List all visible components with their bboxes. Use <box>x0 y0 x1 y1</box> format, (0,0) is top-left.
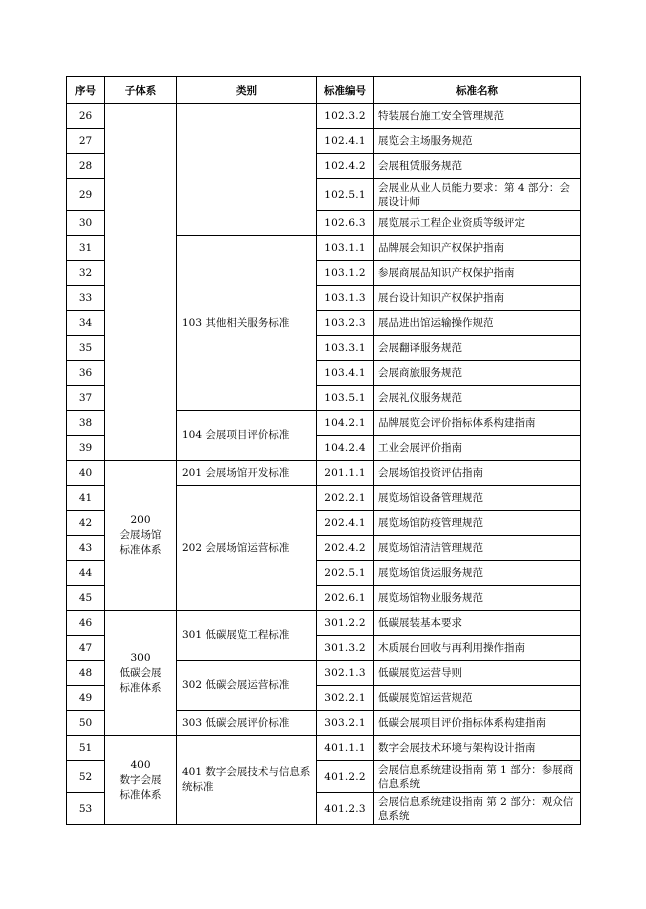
row-seq: 26 <box>67 104 105 129</box>
row-name: 特装展台施工安全管理规范 <box>374 104 581 129</box>
table-row <box>67 611 581 636</box>
subsystem-name-line1: 低碳会展 <box>119 666 162 679</box>
header-category: 类别 <box>177 77 317 104</box>
category-cell: 302 低碳会展运营标准 <box>177 661 317 711</box>
row-name: 展览场馆清洁管理规范 <box>374 536 581 561</box>
row-code: 102.5.1 <box>317 179 374 211</box>
row-code: 103.3.1 <box>317 336 374 361</box>
row-code: 104.2.1 <box>317 411 374 436</box>
row-seq: 52 <box>67 761 105 793</box>
row-seq: 43 <box>67 536 105 561</box>
row-seq: 42 <box>67 511 105 536</box>
row-name: 展台设计知识产权保护指南 <box>374 286 581 311</box>
row-seq: 30 <box>67 211 105 236</box>
header-name: 标准名称 <box>374 77 581 104</box>
row-code: 401.2.2 <box>317 761 374 793</box>
subsystem-name-line2: 标准体系 <box>119 788 162 801</box>
category-cell: 202 会展场馆运营标准 <box>177 486 317 611</box>
row-seq: 44 <box>67 561 105 586</box>
row-code: 104.2.4 <box>317 436 374 461</box>
row-name: 会展商旅服务规范 <box>374 361 581 386</box>
row-seq: 48 <box>67 661 105 686</box>
row-code: 103.2.3 <box>317 311 374 336</box>
subsystem-code: 400 <box>130 758 151 771</box>
row-name: 会展场馆投资评估指南 <box>374 461 581 486</box>
row-code: 202.2.1 <box>317 486 374 511</box>
row-code: 103.4.1 <box>317 361 374 386</box>
row-seq: 33 <box>67 286 105 311</box>
row-name: 展览展示工程企业资质等级评定 <box>374 211 581 236</box>
row-name: 品牌展览会评价指标体系构建指南 <box>374 411 581 436</box>
row-code: 202.4.2 <box>317 536 374 561</box>
row-name: 会展租赁服务规范 <box>374 154 581 179</box>
table-row <box>67 104 581 129</box>
row-code: 102.3.2 <box>317 104 374 129</box>
row-seq: 46 <box>67 611 105 636</box>
row-name: 低碳展览运营导则 <box>374 661 581 686</box>
row-name: 低碳会展项目评价指标体系构建指南 <box>374 711 581 736</box>
category-cell: 201 会展场馆开发标准 <box>177 461 317 486</box>
row-seq: 38 <box>67 411 105 436</box>
subsystem-cell <box>105 611 177 736</box>
row-code: 102.4.1 <box>317 129 374 154</box>
row-name: 展览场馆货运服务规范 <box>374 561 581 586</box>
row-seq: 47 <box>67 636 105 661</box>
row-code: 201.1.1 <box>317 461 374 486</box>
row-code: 302.1.3 <box>317 661 374 686</box>
row-seq: 27 <box>67 129 105 154</box>
row-code: 202.6.1 <box>317 586 374 611</box>
row-code: 102.6.3 <box>317 211 374 236</box>
row-name: 参展商展品知识产权保护指南 <box>374 261 581 286</box>
row-code: 102.4.2 <box>317 154 374 179</box>
row-seq: 28 <box>67 154 105 179</box>
row-seq: 53 <box>67 793 105 825</box>
row-name: 会展礼仪服务规范 <box>374 386 581 411</box>
row-name: 展览场馆防疫管理规范 <box>374 511 581 536</box>
row-code: 202.5.1 <box>317 561 374 586</box>
header-row <box>67 77 581 104</box>
subsystem-name-line1: 数字会展 <box>119 773 162 786</box>
subsystem-cell <box>105 736 177 825</box>
subsystem-code: 200 <box>130 514 151 526</box>
row-code: 301.2.2 <box>317 611 374 636</box>
row-code: 103.5.1 <box>317 386 374 411</box>
row-seq: 50 <box>67 711 105 736</box>
row-seq: 40 <box>67 461 105 486</box>
category-cell: 401 数字会展技术与信息系统标准 <box>177 736 317 825</box>
row-seq: 31 <box>67 236 105 261</box>
row-code: 103.1.1 <box>317 236 374 261</box>
row-code: 301.3.2 <box>317 636 374 661</box>
row-name: 品牌展会知识产权保护指南 <box>374 236 581 261</box>
header-subsystem: 子体系 <box>105 77 177 104</box>
row-code: 202.4.1 <box>317 511 374 536</box>
row-code: 103.1.3 <box>317 286 374 311</box>
row-name: 工业会展评价指南 <box>374 436 581 461</box>
row-code: 401.2.3 <box>317 793 374 825</box>
row-seq: 35 <box>67 336 105 361</box>
row-seq: 34 <box>67 311 105 336</box>
row-name: 低碳展览馆运营规范 <box>374 686 581 711</box>
row-name: 展览场馆设备管理规范 <box>374 486 581 511</box>
row-code: 303.2.1 <box>317 711 374 736</box>
category-cell: 301 低碳展览工程标准 <box>177 611 317 661</box>
row-code: 401.1.1 <box>317 736 374 761</box>
row-code: 302.2.1 <box>317 686 374 711</box>
row-name: 会展信息系统建设指南 第 1 部分：参展商信息系统 <box>374 761 581 793</box>
subsystem-cell-100-continued <box>105 104 177 461</box>
category-cell-102-continued <box>177 104 317 236</box>
row-name: 展品进出馆运输操作规范 <box>374 311 581 336</box>
row-code: 103.1.2 <box>317 261 374 286</box>
row-name: 展览会主场服务规范 <box>374 129 581 154</box>
row-seq: 45 <box>67 586 105 611</box>
category-cell: 104 会展项目评价标准 <box>177 411 317 461</box>
row-name: 展览场馆物业服务规范 <box>374 586 581 611</box>
row-name: 会展信息系统建设指南 第 2 部分：观众信息系统 <box>374 793 581 825</box>
standards-table <box>66 76 581 825</box>
header-seq: 序号 <box>67 77 105 104</box>
table-row <box>67 461 581 486</box>
row-seq: 36 <box>67 361 105 386</box>
category-cell: 303 低碳会展评价标准 <box>177 711 317 736</box>
row-seq: 51 <box>67 736 105 761</box>
row-seq: 49 <box>67 686 105 711</box>
subsystem-name-line2: 标准体系 <box>119 681 162 694</box>
row-name: 木质展台回收与再利用操作指南 <box>374 636 581 661</box>
row-seq: 29 <box>67 179 105 211</box>
row-name: 数字会展技术环境与架构设计指南 <box>374 736 581 761</box>
row-name: 会展翻译服务规范 <box>374 336 581 361</box>
subsystem-name-line1: 会展场馆 <box>119 529 162 541</box>
row-name: 低碳展装基本要求 <box>374 611 581 636</box>
row-seq: 41 <box>67 486 105 511</box>
subsystem-cell <box>105 461 177 611</box>
category-cell: 103 其他相关服务标准 <box>177 236 317 411</box>
row-name: 会展业从业人员能力要求：第 4 部分：会展设计师 <box>374 179 581 211</box>
subsystem-code: 300 <box>130 651 151 664</box>
row-seq: 32 <box>67 261 105 286</box>
subsystem-name-line2: 标准体系 <box>119 544 162 556</box>
header-code: 标准编号 <box>317 77 374 104</box>
table-row <box>67 736 581 761</box>
row-seq: 37 <box>67 386 105 411</box>
row-seq: 39 <box>67 436 105 461</box>
